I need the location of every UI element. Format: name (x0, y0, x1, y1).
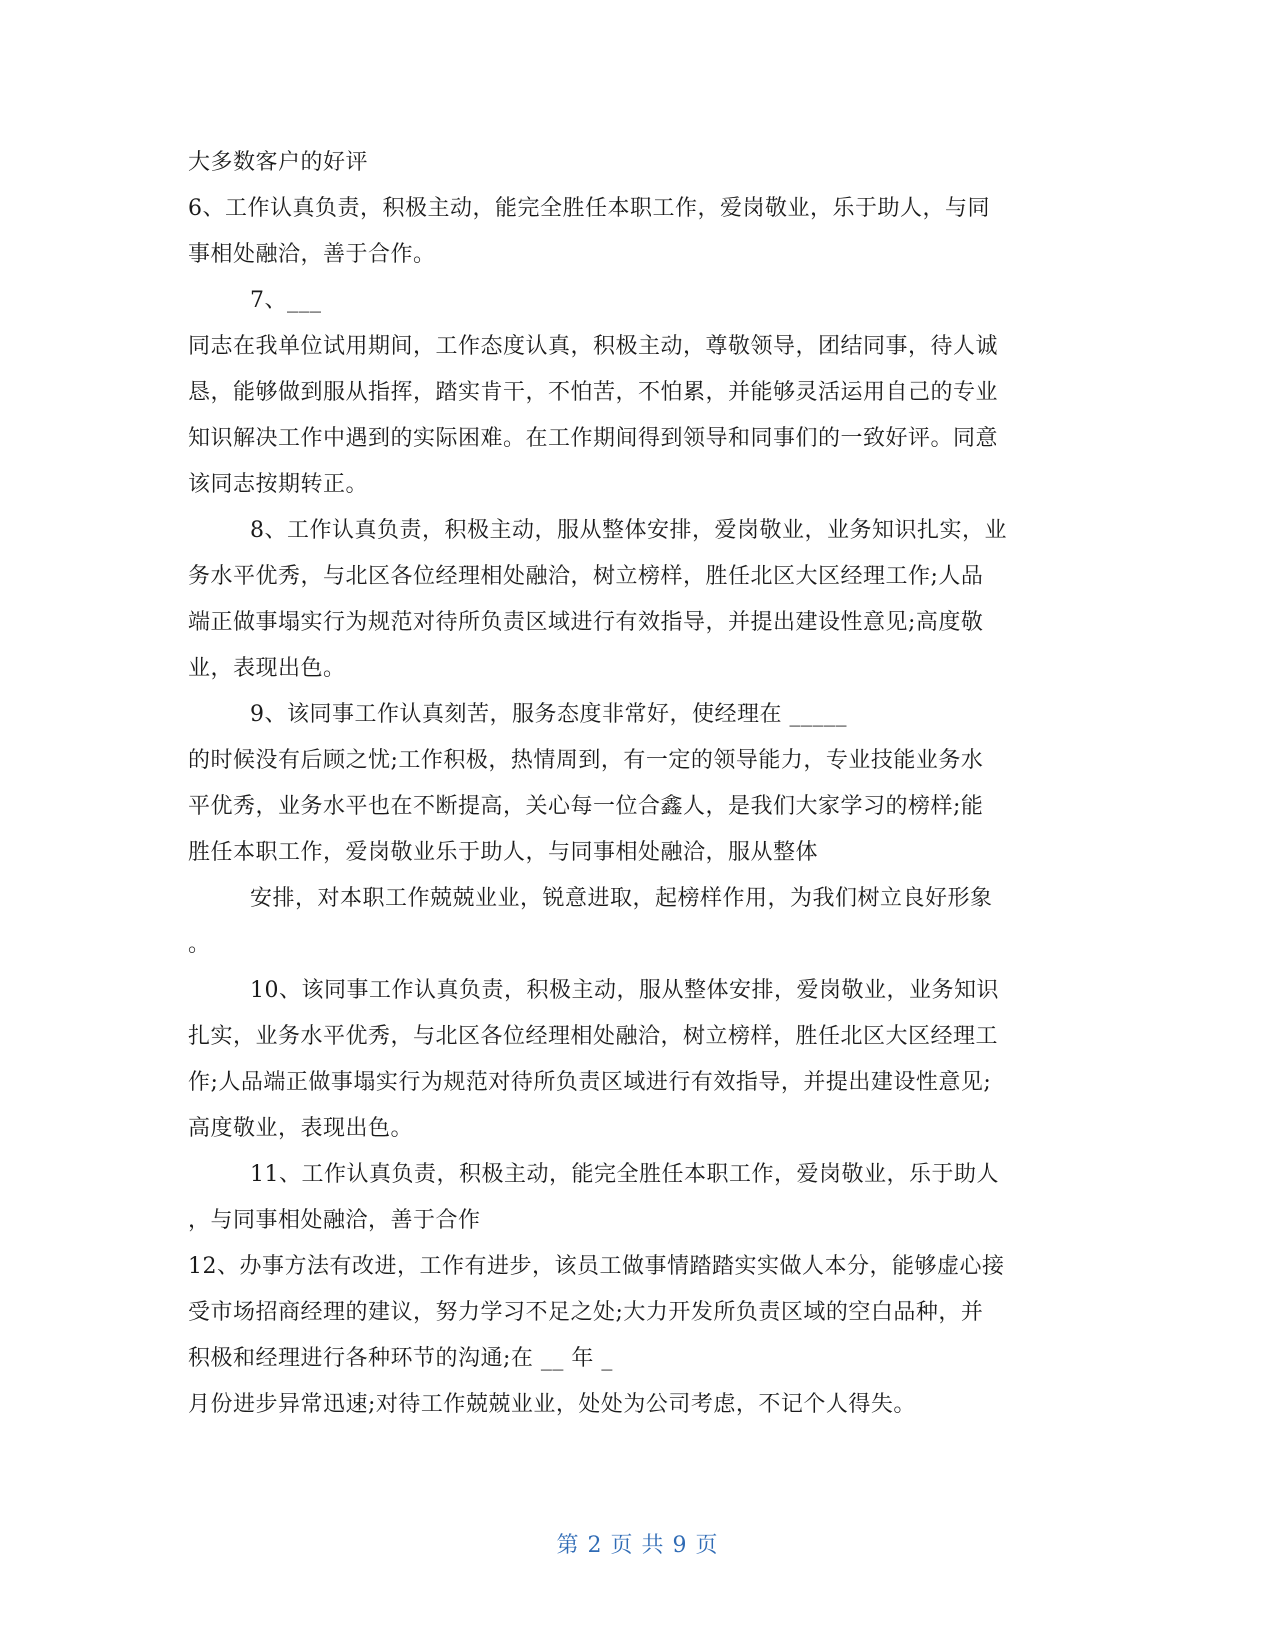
text-line: 知识解决工作中遇到的实际困难。在工作期间得到领导和同事们的一致好评。同意 (188, 426, 999, 451)
text-line: 9、该同事工作认真刻苦，服务态度非常好，使经理在 _____ (250, 702, 847, 727)
text-line: 11、工作认真负责，积极主动，能完全胜任本职工作，爱岗敬业，乐于助人 (250, 1162, 999, 1187)
text-line: 扎实，业务水平优秀，与北区各位经理相处融洽，树立榜样，胜任北区大区经理工 (188, 1024, 999, 1049)
text-line: 12、办事方法有改进，工作有进步，该员工做事情踏踏实实做人本分，能够虚心接 (188, 1254, 1005, 1279)
text-line: 同志在我单位试用期间，工作态度认真，积极主动，尊敬领导，团结同事，待人诚 (188, 334, 999, 359)
text-line: 高度敬业，表现出色。 (188, 1116, 414, 1141)
text-line: 大多数客户的好评 (188, 150, 369, 175)
text-line: 10、该同事工作认真负责，积极主动，服从整体安排，爱岗敬业，业务知识 (250, 978, 999, 1003)
text-line: 受市场招商经理的建议，努力学习不足之处;大力开发所负责区域的空白品种，并 (188, 1300, 984, 1325)
text-line: 该同志按期转正。 (188, 472, 369, 497)
text-line: 事相处融洽，善于合作。 (188, 242, 436, 267)
page-number-footer: 第 2 页 共 9 页 (556, 1533, 719, 1558)
text-line: 恳，能够做到服从指挥，踏实肯干，不怕苦，不怕累，并能够灵活运用自己的专业 (188, 380, 999, 405)
text-line: 的时候没有后顾之忧;工作积极，热情周到，有一定的领导能力，专业技能业务水 (188, 748, 984, 773)
text-line: 胜任本职工作，爱岗敬业乐于助人，与同事相处融洽，服从整体 (188, 840, 819, 865)
text-line: 业，表现出色。 (188, 656, 346, 681)
text-line: 。 (188, 932, 211, 957)
text-line: 8、工作认真负责，积极主动，服从整体安排，爱岗敬业，业务知识扎实，业 (250, 518, 1007, 543)
text-line: 月份进步异常迅速;对待工作兢兢业业，处处为公司考虑，不记个人得失。 (188, 1392, 916, 1417)
text-line: ，与同事相处融洽，善于合作 (188, 1208, 481, 1233)
text-line: 6、工作认真负责，积极主动，能完全胜任本职工作，爱岗敬业，乐于助人，与同 (188, 196, 990, 221)
text-line: 平优秀，业务水平也在不断提高，关心每一位合鑫人，是我们大家学习的榜样;能 (188, 794, 984, 819)
text-line: 务水平优秀，与北区各位经理相处融洽，树立榜样，胜任北区大区经理工作;人品 (188, 564, 984, 589)
text-line: 端正做事塌实行为规范对待所负责区域进行有效指导，并提出建设性意见;高度敬 (188, 610, 984, 635)
text-line: 安排，对本职工作兢兢业业，锐意进取，起榜样作用，为我们树立良好形象 (250, 886, 993, 911)
text-line: 积极和经理进行各种环节的沟通;在 __ 年 _ (188, 1346, 613, 1371)
text-line: 7、___ (250, 288, 322, 313)
text-line: 作;人品端正做事塌实行为规范对待所负责区域进行有效指导，并提出建设性意见; (188, 1070, 992, 1095)
